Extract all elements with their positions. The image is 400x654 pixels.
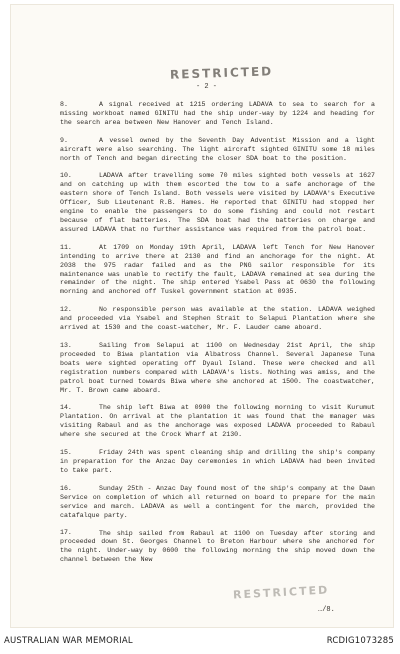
numbered-paragraph	[60, 101, 375, 128]
paragraph-text: Friday 24th was spent cleaning ship and drilling the ship's company in preparation for the Anzac Day ceremonies in which LADAVA had been invited to take part.	[60, 449, 375, 474]
paragraph-text: No responsible person was available at the station. LADAVA weighed and proceeded via Ysabel and Stephen Strait to Selapui Plantation where she arrived at 1530 and the coast-watcher, Mr. F. Lauder came aboard.	[60, 306, 375, 332]
paragraph-text: A vessel owned by the Seventh Day Adventist Mission and a light aircraft were also searching. The light aircraft sighted GINITU some 18 miles north of Tench and began directing the closer SDA boat to the position.	[60, 136, 375, 162]
paragraph-number: 13.	[60, 342, 72, 350]
archive-footer-label: AUSTRALIAN WAR MEMORIAL	[4, 636, 133, 646]
paragraph-number: 15.	[60, 449, 72, 457]
paragraph-text: The ship sailed from Rabaul at 1100 on Tuesday after storing and proceeded down St. Georges Channel to Breton Harbour where she anchored for the night. Under-way by 0600 the following morning the ship moved down the channel between the New	[60, 529, 375, 564]
numbered-paragraph	[60, 404, 375, 440]
numbered-paragraph	[60, 485, 375, 521]
paragraph-number: 10.	[60, 172, 72, 180]
paragraph-number: 11.	[60, 243, 72, 251]
numbered-paragraph	[60, 449, 375, 476]
paragraph-list	[60, 101, 375, 574]
paragraph-text: Sailing from Selapui at 1100 on Wednesday 21st April, the ship proceeded to Biwa plantation via Albatross Channel. Several Japanese Tuna boats were sighted operating off Dyaul Island. These were checked and all registration numbers compared with LADAVA's lists. Nothing was amiss, and the patrol boat turned towards Biwa where she anchored at 1500. The coastwatcher, Mr. T. Brown came aboard.	[60, 342, 375, 394]
paragraph-text: Sunday 25th - Anzac Day found most of the ship's company at the Dawn Service on completion of which all returned on board to prepare for the main service and march. LADAVA as well a contingent for the march, provided the catafalque party.	[60, 484, 375, 519]
paragraph-text: LADAVA after travelling some 70 miles sighted both vessels at 1627 and on catching up with them escorted the tow to a safe anchorage of the eastern shore of Tench Island. Both vessels were visited by LADAVA's Executive Officer, Sub Lieutenant R.B. Hames. He reported that GINITU had stopped her engine to enable the passengers to do some fishing and could not restart because of flat batteries. The SDA boat had the batteries on charge and assured LADAVA that no further assistance was required from the patrol boat.	[60, 172, 375, 233]
page-number: - 2 -	[196, 83, 218, 91]
numbered-paragraph	[60, 244, 375, 297]
continuation-marker: …/8.	[318, 606, 335, 614]
paragraph-number: 12.	[60, 306, 72, 314]
paragraph-number: 8.	[60, 101, 68, 108]
paragraph-number: 16.	[60, 484, 72, 492]
paragraph-number: 9.	[60, 136, 68, 144]
restricted-stamp-bottom: RESTRICTED	[232, 583, 330, 602]
numbered-paragraph	[60, 529, 375, 565]
restricted-stamp: RESTRICTED	[169, 64, 274, 82]
paragraph-text: At 1709 on Monday 19th April, LADAVA left Tench for New Hanover intending to arrive there at 2130 and find an anchorage for the night. At 2038 the 975 radar failed and as the PNG sailor responsible for its maintenance was unable to rectify the fault, LADAVA remained at sea during the remainder of the night. The ship entered Ysabel Pass at 0630 the following morning and anchored off Tuskel government station at 0935.	[60, 243, 375, 296]
archive-reference-id: RCDIG1073285	[326, 636, 394, 646]
numbered-paragraph	[60, 342, 375, 395]
numbered-paragraph	[60, 172, 375, 234]
numbered-paragraph	[60, 306, 375, 333]
paragraph-text: The ship left Biwa at 0900 the following morning to visit Kurumut Plantation. On arrival at the plantation it was found that the manager was visiting Rabaul and as the anchorage was exposed LADAVA proceeded to Rabaul where she secured at the Crock Wharf at 2130.	[60, 404, 375, 439]
numbered-paragraph	[60, 137, 375, 164]
paragraph-number: 14.	[60, 404, 72, 412]
paragraph-text: A signal received at 1215 ordering LADAVA to sea to search for a missing workboat named GINITU had the ship under-way by 1224 and heading for the search area between New Hanover and Tench Island.	[60, 101, 375, 126]
paragraph-number: 17.	[60, 529, 72, 537]
